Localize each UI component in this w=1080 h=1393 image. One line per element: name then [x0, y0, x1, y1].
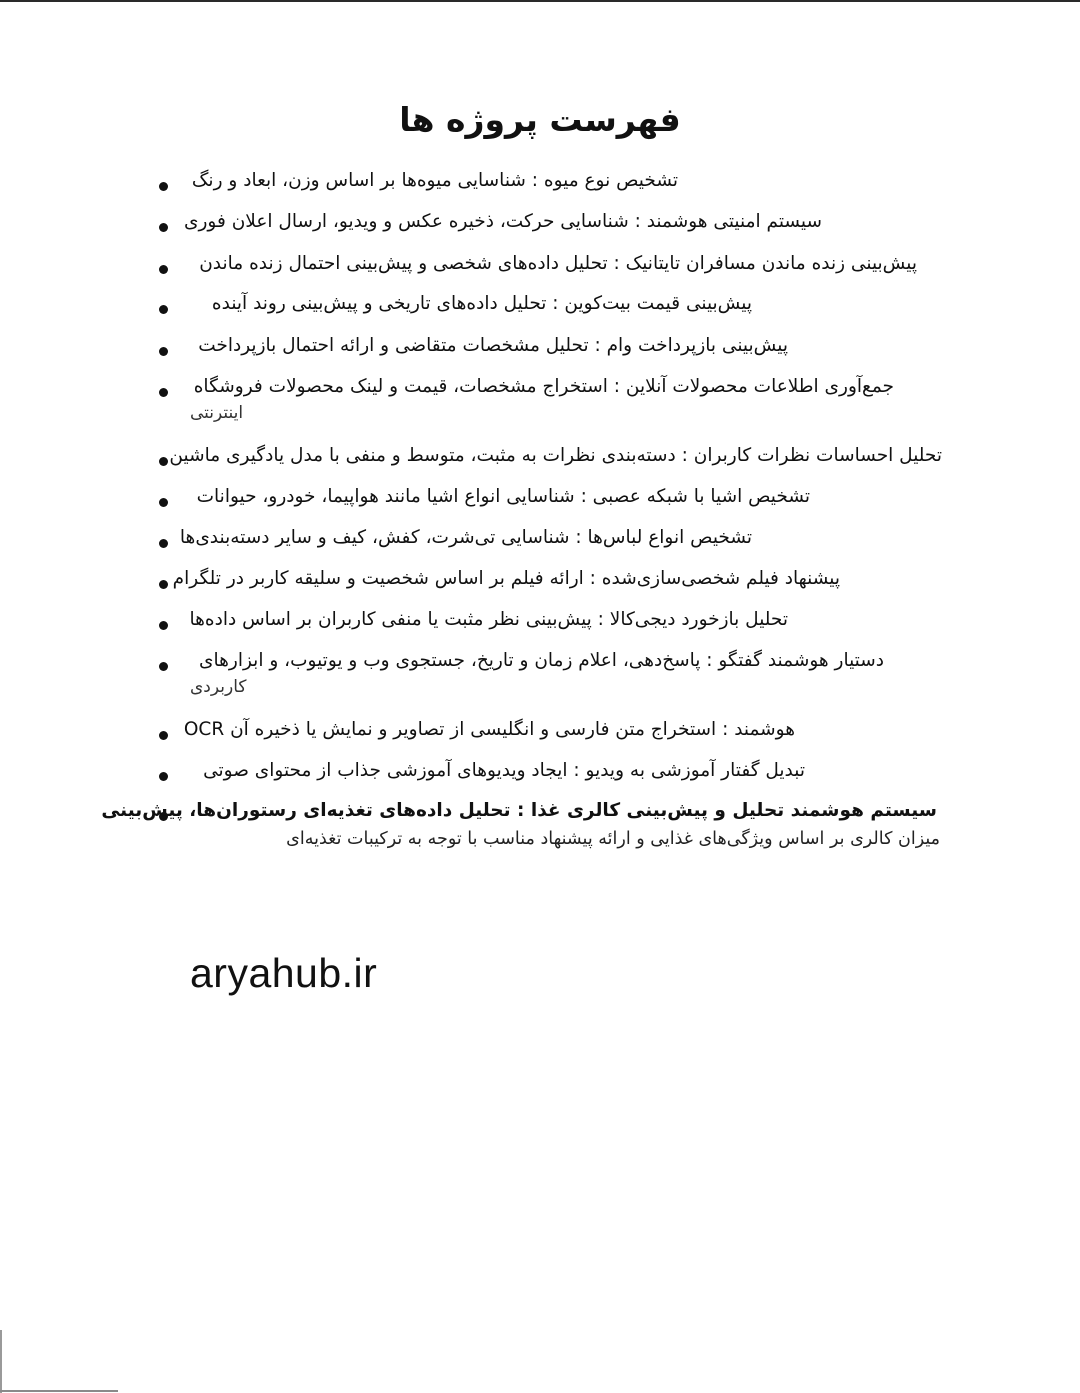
bullet-icon — [159, 539, 168, 548]
list-item-continuation: میزان کالری بر اساس ویژگی‌های غذایی و ارائه پیشنهاد مناسب با توجه به ترکیبات تغذیه‌ای — [286, 829, 940, 849]
bullet-icon — [159, 498, 168, 507]
top-border — [0, 0, 1080, 2]
list-item-text: پیش‌بینی بازپرداخت وام : تحلیل مشخصات متقاضی و ارائه احتمال بازپرداخت — [198, 335, 788, 356]
list-item-text: جمع‌آوری اطلاعات محصولات آنلاین : استخراج مشخصات، قیمت و لینک محصولات فروشگاه — [193, 376, 894, 397]
bullet-icon — [159, 347, 168, 356]
bullet-icon — [159, 265, 168, 274]
list-item-text: تحلیل بازخورد دیجی‌کالا : پیش‌بینی نظر مثبت یا منفی کاربران بر اساس داده‌ها — [189, 609, 788, 630]
list-item-text: تشخیص اشیا با شبکه عصبی : شناسایی انواع اشیا مانند هواپیما، خودرو، حیوانات — [196, 486, 810, 507]
list-item-text: تشخیص نوع میوه : شناسایی میوه‌ها بر اساس وزن، ابعاد و رنگ — [191, 170, 678, 191]
bullet-icon — [159, 580, 168, 589]
list-item-text: تشخیص انواع لباس‌ها : شناسایی تی‌شرت، کفش، کیف و سایر دسته‌بندی‌ها — [179, 527, 752, 548]
bullet-icon — [159, 662, 168, 671]
list-item-text: دستیار هوشمند گفتگو : پاسخ‌دهی، اعلام زمان و تاریخ، جستجوی وب و یوتیوب، و ابزارهای — [199, 650, 884, 671]
watermark-link: aryahub.ir — [190, 950, 378, 996]
bullet-icon — [159, 182, 168, 191]
bottom-edge-border — [0, 1390, 118, 1392]
list-item-text: هوشمند : استخراج متن فارسی و انگلیسی از تصاویر و نمایش یا ذخیره آن OCR — [183, 719, 795, 740]
bullet-icon — [159, 457, 168, 466]
list-item-text: تبدیل گفتار آموزشی به ویدیو : ایجاد ویدیوهای آموزشی جذاب از محتوای صوتی — [203, 760, 805, 781]
list-item-text: پیش‌بینی زنده ماندن مسافران تایتانیک : تحلیل داده‌های شخصی و پیش‌بینی احتمال زنده ماندن — [199, 253, 917, 274]
list-item-text: پیشنهاد فیلم شخصی‌سازی‌شده : ارائه فیلم بر اساس شخصیت و سلیقه کاربر در تلگرام — [172, 568, 840, 589]
left-edge-border — [0, 1330, 2, 1393]
bullet-icon — [159, 223, 168, 232]
list-item-text: تحلیل احساسات نظرات کاربران : دسته‌بندی نظرات به مثبت، متوسط و منفی با مدل یادگیری ماشین — [169, 445, 942, 466]
list-item-text: پیش‌بینی قیمت بیت‌کوین : تحلیل داده‌های تاریخی و پیش‌بینی روند آینده — [211, 293, 752, 314]
bullet-icon — [159, 305, 168, 314]
bullet-icon — [159, 388, 168, 397]
bullet-icon — [159, 772, 168, 781]
list-item-text: سیستم امنیتی هوشمند : شناسایی حرکت، ذخیره عکس و ویدیو، ارسال اعلان فوری — [184, 211, 822, 232]
list-item-continuation: اینترنتی — [190, 403, 244, 423]
page-title: فهرست پروژه ها — [399, 100, 681, 139]
bullet-icon — [159, 621, 168, 630]
list-item-text: سیستم هوشمند تحلیل و پیش‌بینی کالری غذا : تحلیل داده‌های تغذیه‌ای رستوران‌ها، پیش‌بینی — [101, 800, 937, 821]
bullet-icon — [159, 731, 168, 740]
list-item-continuation: کاربردی — [190, 677, 247, 697]
